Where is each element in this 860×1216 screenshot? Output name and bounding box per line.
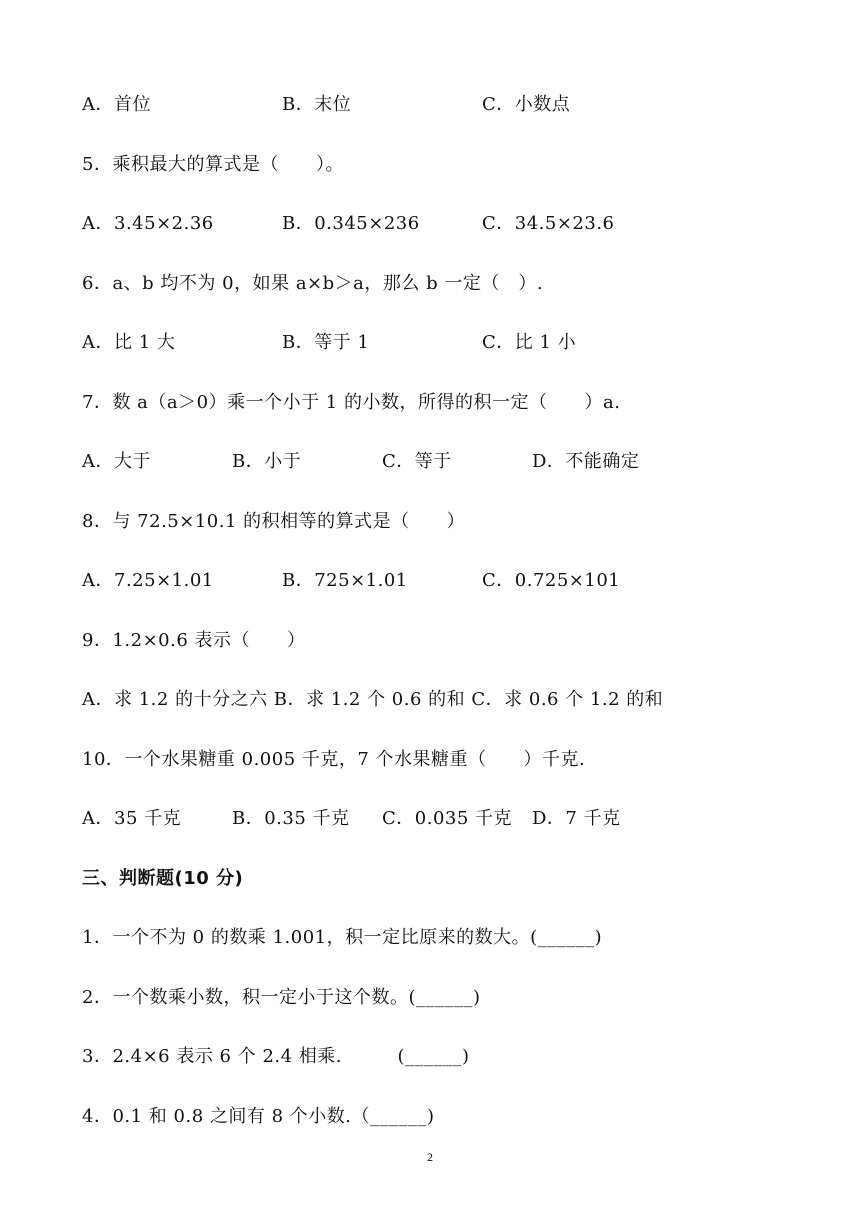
judge-item-2: 2．一个数乘小数，积一定小于这个数。(______): [82, 987, 481, 1008]
q10-option-c: C．0.035 千克: [382, 808, 513, 829]
q5-option-a: A．3.45×2.36: [82, 213, 214, 234]
judge-item-4: 4．0.1 和 0.8 之间有 8 个小数.（______): [82, 1106, 435, 1127]
q9-options: A．求 1.2 的十分之六 B．求 1.2 个 0.6 的和 C．求 0.6 个 1.2 的和: [82, 689, 664, 710]
q7-option-c: C．等于: [382, 451, 452, 472]
q5-option-c: C．34.5×23.6: [482, 213, 615, 234]
q8-option-a: A．7.25×1.01: [82, 570, 214, 591]
q8-option-c: C．0.725×101: [482, 570, 621, 591]
q4-option-b: B．末位: [282, 94, 352, 115]
q6-option-b: B．等于 1: [282, 332, 370, 353]
q7-option-d: D．不能确定: [532, 451, 640, 472]
q7-option-a: A．大于: [82, 451, 151, 472]
q7-question: 7．数 a（a＞0）乘一个小于 1 的小数，所得的积一定（ ）a.: [82, 392, 621, 413]
q10-question: 10．一个水果糖重 0.005 千克，7 个水果糖重（ ）千克.: [82, 749, 586, 770]
section-heading: 三、判断题(10 分): [82, 868, 244, 889]
q5-question: 5．乘积最大的算式是（ ）。: [82, 154, 344, 175]
q10-option-b: B．0.35 千克: [232, 808, 350, 829]
q10-option-a: A．35 千克: [82, 808, 182, 829]
q6-question: 6．a、b 均不为 0，如果 a×b＞a，那么 b 一定（ ）.: [82, 273, 544, 294]
q4-option-c: C．小数点: [482, 94, 571, 115]
q4-option-a: A．首位: [82, 94, 151, 115]
q6-option-c: C．比 1 小: [482, 332, 577, 353]
page-number: 2: [427, 1150, 433, 1164]
q9-question: 9．1.2×0.6 表示（ ）: [82, 630, 306, 651]
q6-option-a: A．比 1 大: [82, 332, 176, 353]
q5-option-b: B．0.345×236: [282, 213, 420, 234]
q10-option-d: D．7 千克: [532, 808, 621, 829]
judge-item-3: 3．2.4×6 表示 6 个 2.4 相乘. (______): [82, 1046, 470, 1067]
judge-item-1: 1．一个不为 0 的数乘 1.001，积一定比原来的数大。(______): [82, 927, 603, 948]
q8-option-b: B．725×1.01: [282, 570, 408, 591]
q8-question: 8．与 72.5×10.1 的积相等的算式是（ ）: [82, 511, 466, 532]
q7-option-b: B．小于: [232, 451, 302, 472]
